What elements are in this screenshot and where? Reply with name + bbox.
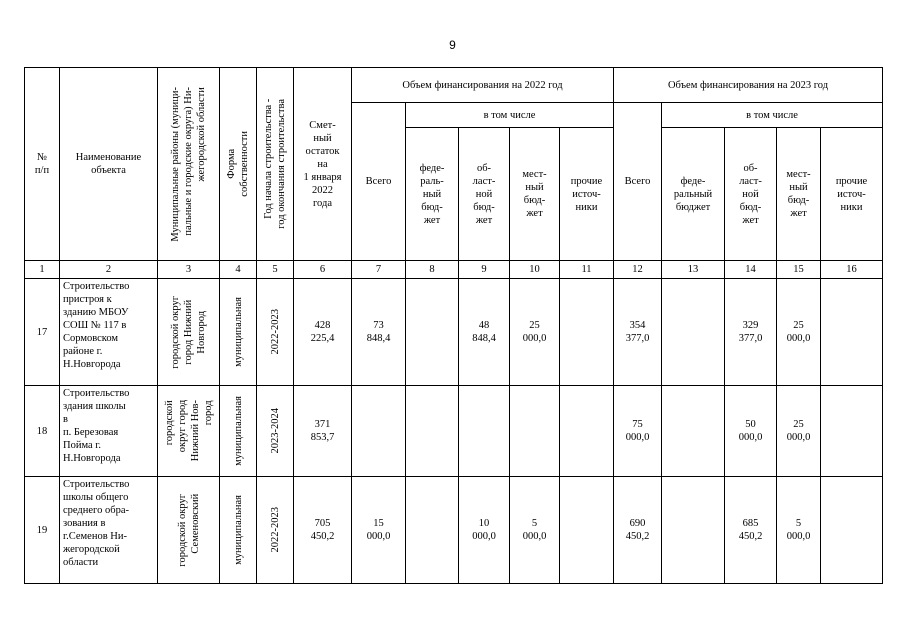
header-local-2023: мест- ный бюд- жет [777, 128, 821, 261]
header-local-2022: мест- ный бюд- жет [510, 128, 560, 261]
row-district [158, 279, 220, 386]
header-district [158, 68, 220, 261]
column-number: 1 [25, 261, 60, 279]
column-number: 12 [614, 261, 662, 279]
row-num: 19 [25, 477, 60, 584]
row-ownership-text: муниципальная [232, 495, 244, 565]
header-ownership-text: Форма собственности [226, 131, 250, 197]
row-local-2023: 5 000,0 [777, 477, 821, 584]
row-local-2023: 25 000,0 [777, 279, 821, 386]
row-ownership [220, 279, 257, 386]
header-fin-2023: Объем финансирования на 2023 год [614, 68, 883, 103]
row-regional-2022: 48 848,4 [459, 279, 510, 386]
header-federal-2023: феде- ральный бюджет [662, 128, 725, 261]
row-num: 17 [25, 279, 60, 386]
page-number: 9 [449, 38, 456, 52]
row-years [257, 279, 294, 386]
row-total-2023: 354 377,0 [614, 279, 662, 386]
table-row [25, 477, 883, 584]
column-number: 8 [406, 261, 459, 279]
row-num: 18 [25, 386, 60, 477]
row-ownership [220, 386, 257, 477]
row-regional-2023: 329 377,0 [725, 279, 777, 386]
column-number: 15 [777, 261, 821, 279]
row-other-2022 [560, 386, 614, 477]
header-total-2022: Всего [352, 103, 406, 261]
row-other-2023 [821, 386, 883, 477]
column-number: 2 [60, 261, 158, 279]
row-remainder: 428 225,4 [294, 279, 352, 386]
header-num: № п/п [25, 68, 60, 261]
table-row [25, 279, 883, 386]
row-federal-2022 [406, 477, 459, 584]
row-other-2023 [821, 477, 883, 584]
header-other-2022: прочие источ- ники [560, 128, 614, 261]
column-number: 6 [294, 261, 352, 279]
header-including-2022: в том числе [406, 103, 614, 128]
column-number: 9 [459, 261, 510, 279]
header-name: Наименование объекта [60, 68, 158, 261]
row-ownership-text: муниципальная [232, 396, 244, 466]
header-regional-2022: об- ласт- ной бюд- жет [459, 128, 510, 261]
row-district [158, 477, 220, 584]
column-number: 11 [560, 261, 614, 279]
column-number: 13 [662, 261, 725, 279]
header-other-2023: прочие источ- ники [821, 128, 883, 261]
header-district-text: Муниципальные районы (муници- пальные и городские округа) Ни- жегородской области [170, 86, 207, 242]
header-years-text: Год начала строительства - год окончания строительства [263, 99, 287, 229]
row-total-2023: 690 450,2 [614, 477, 662, 584]
row-district-text: городской округ город Нижний Нов- город [163, 400, 214, 462]
row-district-text: городской округ Семеновский [176, 493, 201, 567]
header-row-1 [25, 68, 883, 103]
row-total-2023: 75 000,0 [614, 386, 662, 477]
row-years-text: 2022-2023 [269, 507, 281, 553]
row-name: Строительство школы общего среднего обра- зования в г.Семенов Ни- жегородской области [60, 477, 158, 584]
column-number: 14 [725, 261, 777, 279]
row-years-text: 2022-2023 [269, 309, 281, 355]
row-regional-2023: 50 000,0 [725, 386, 777, 477]
row-name: Строительство здания школы в п. Березовая Пойма г. Н.Новгорода [60, 386, 158, 477]
column-number: 5 [257, 261, 294, 279]
row-federal-2023 [662, 279, 725, 386]
row-federal-2022 [406, 386, 459, 477]
row-total-2022: 15 000,0 [352, 477, 406, 584]
row-total-2022: 73 848,4 [352, 279, 406, 386]
row-other-2022 [560, 279, 614, 386]
column-number: 3 [158, 261, 220, 279]
row-local-2022: 5 000,0 [510, 477, 560, 584]
header-total-2023: Всего [614, 103, 662, 261]
header-years [257, 68, 294, 261]
row-remainder: 705 450,2 [294, 477, 352, 584]
row-district [158, 386, 220, 477]
row-local-2022 [510, 386, 560, 477]
column-number: 10 [510, 261, 560, 279]
header-including-2023: в том числе [662, 103, 883, 128]
row-other-2022 [560, 477, 614, 584]
row-local-2023: 25 000,0 [777, 386, 821, 477]
header-remainder: Смет- ный остаток на 1 января 2022 года [294, 68, 352, 261]
row-remainder: 371 853,7 [294, 386, 352, 477]
table-row [25, 386, 883, 477]
column-number: 16 [821, 261, 883, 279]
row-regional-2022 [459, 386, 510, 477]
column-number: 4 [220, 261, 257, 279]
row-federal-2023 [662, 386, 725, 477]
header-fin-2022: Объем финансирования на 2022 год [352, 68, 614, 103]
column-number-row [25, 261, 883, 279]
row-ownership [220, 477, 257, 584]
row-total-2022 [352, 386, 406, 477]
row-regional-2022: 10 000,0 [459, 477, 510, 584]
row-local-2022: 25 000,0 [510, 279, 560, 386]
row-years [257, 386, 294, 477]
row-regional-2023: 685 450,2 [725, 477, 777, 584]
row-ownership-text: муниципальная [232, 297, 244, 367]
header-regional-2023: об- ласт- ной бюд- жет [725, 128, 777, 261]
header-ownership [220, 68, 257, 261]
row-years-text: 2023-2024 [269, 408, 281, 454]
column-number: 7 [352, 261, 406, 279]
row-district-text: городской округ город Нижний Новгород [170, 295, 207, 369]
row-federal-2023 [662, 477, 725, 584]
row-other-2023 [821, 279, 883, 386]
row-federal-2022 [406, 279, 459, 386]
row-years [257, 477, 294, 584]
financing-table [24, 67, 883, 584]
header-federal-2022: феде- раль- ный бюд- жет [406, 128, 459, 261]
row-name: Строительство пристроя к зданию МБОУ СОШ № 117 в Сормовском районе г. Н.Новгорода [60, 279, 158, 386]
